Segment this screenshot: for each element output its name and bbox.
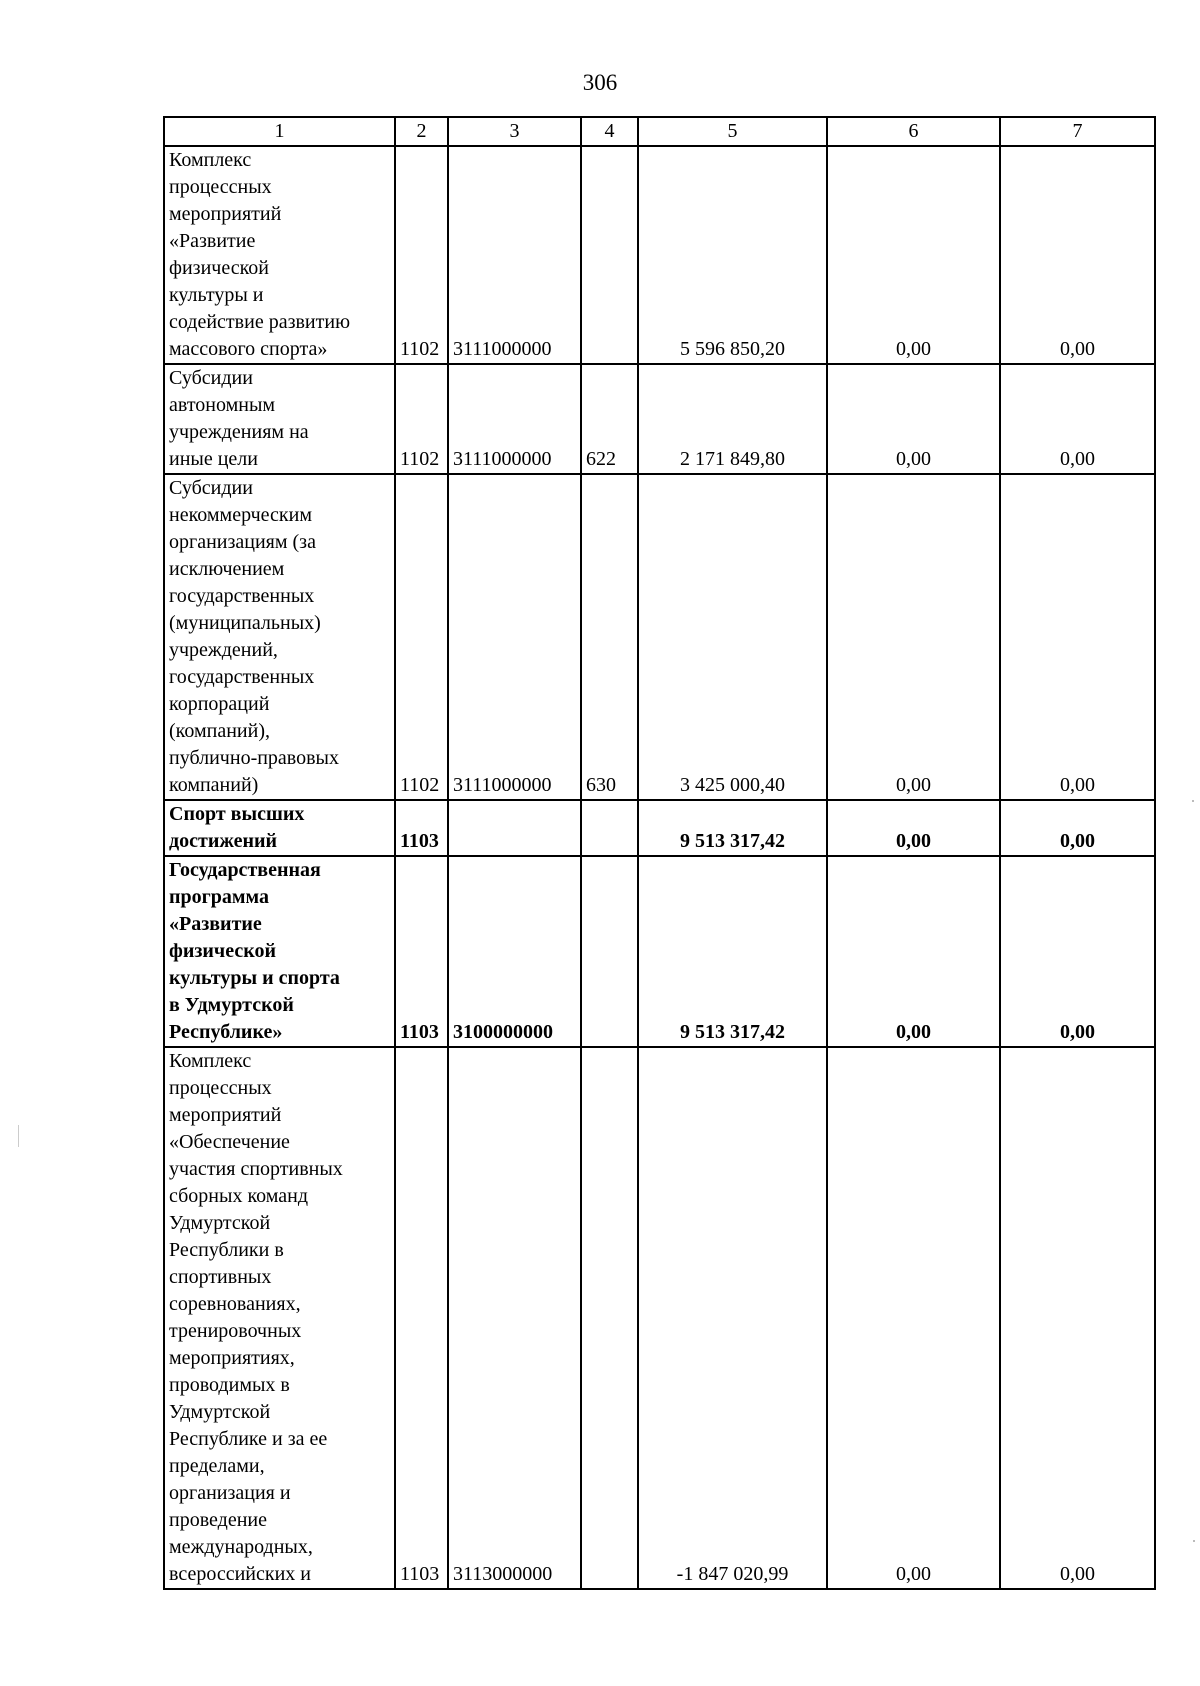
row-amount: 9 513 317,42 <box>638 800 827 856</box>
row-value-6: 0,00 <box>827 1047 1000 1589</box>
row-value-6: 0,00 <box>827 364 1000 474</box>
row-value-7: 0,00 <box>1000 364 1155 474</box>
column-header-7: 7 <box>1000 117 1155 146</box>
row-expense-type <box>581 146 638 364</box>
table-row <box>164 474 1155 800</box>
row-code: 3100000000 <box>448 856 581 1047</box>
row-amount: 5 596 850,20 <box>638 146 827 364</box>
row-name: Комплекс процессных мероприятий «Развитие физической культуры и содействие развитию массового спорта» <box>164 146 395 364</box>
row-section: 1102 <box>395 146 448 364</box>
row-code <box>448 800 581 856</box>
row-section: 1102 <box>395 364 448 474</box>
row-value-7: 0,00 <box>1000 474 1155 800</box>
column-header-4: 4 <box>581 117 638 146</box>
row-section: 1103 <box>395 856 448 1047</box>
row-value-7: 0,00 <box>1000 800 1155 856</box>
row-section: 1103 <box>395 800 448 856</box>
column-header-2: 2 <box>395 117 448 146</box>
table-row <box>164 364 1155 474</box>
row-expense-type <box>581 1047 638 1589</box>
scan-margin-mark <box>18 1125 19 1147</box>
row-code: 3111000000 <box>448 474 581 800</box>
table-row <box>164 800 1155 856</box>
budget-table <box>163 116 1156 1590</box>
row-expense-type: 622 <box>581 364 638 474</box>
row-name: Комплекс процессных мероприятий «Обеспечение участия спортивных сборных команд Удмуртской Республики в спортивных соревнованиях, тренировочных мероприятиях, проводимых в Удмуртской Республике и за ее пределами, организация и проведение международных, всероссийских и <box>164 1047 395 1589</box>
scan-speck <box>1192 800 1194 802</box>
row-code: 3111000000 <box>448 364 581 474</box>
table-row <box>164 856 1155 1047</box>
row-amount: 9 513 317,42 <box>638 856 827 1047</box>
row-name: Государственная программа «Развитие физической культуры и спорта в Удмуртской Республике» <box>164 856 395 1047</box>
row-value-7: 0,00 <box>1000 856 1155 1047</box>
row-value-6: 0,00 <box>827 800 1000 856</box>
row-value-6: 0,00 <box>827 146 1000 364</box>
table-row <box>164 146 1155 364</box>
column-header-6: 6 <box>827 117 1000 146</box>
page-number: 306 <box>582 70 618 95</box>
row-amount: -1 847 020,99 <box>638 1047 827 1589</box>
row-section: 1102 <box>395 474 448 800</box>
row-amount: 2 171 849,80 <box>638 364 827 474</box>
row-expense-type <box>581 800 638 856</box>
row-value-6: 0,00 <box>827 474 1000 800</box>
column-header-1: 1 <box>164 117 395 146</box>
column-header-3: 3 <box>448 117 581 146</box>
column-number-header <box>164 117 1155 146</box>
scan-speck <box>1193 1540 1195 1542</box>
row-section: 1103 <box>395 1047 448 1589</box>
row-value-7: 0,00 <box>1000 1047 1155 1589</box>
row-code: 3113000000 <box>448 1047 581 1589</box>
row-expense-type: 630 <box>581 474 638 800</box>
row-value-7: 0,00 <box>1000 146 1155 364</box>
column-header-5: 5 <box>638 117 827 146</box>
row-expense-type <box>581 856 638 1047</box>
row-name: Спорт высших достижений <box>164 800 395 856</box>
table-row <box>164 1047 1155 1589</box>
row-amount: 3 425 000,40 <box>638 474 827 800</box>
row-name: Субсидии автономным учреждениям на иные цели <box>164 364 395 474</box>
row-code: 3111000000 <box>448 146 581 364</box>
row-name: Субсидии некоммерческим организациям (за исключением государственных (муниципальных) учреждений, государственных корпораций (компаний), публично-правовых компаний) <box>164 474 395 800</box>
row-value-6: 0,00 <box>827 856 1000 1047</box>
